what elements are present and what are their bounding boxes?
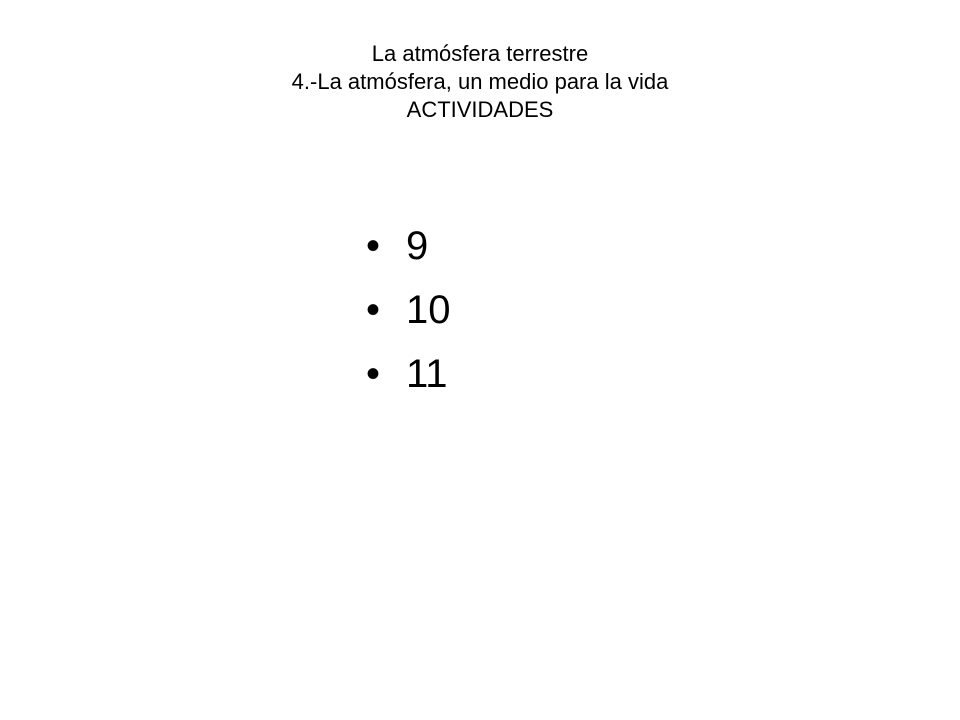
- list-item: [366, 342, 451, 406]
- slide-title: [0, 40, 960, 124]
- title-line-topic: La atmósfera terrestre: [371, 41, 589, 66]
- list-item-label: 10: [406, 288, 451, 332]
- list-item: [366, 214, 451, 278]
- title-line-section: 4.-La atmósfera, un medio para la vida: [291, 69, 669, 94]
- list-item: [366, 278, 451, 342]
- list-item-label: 11: [406, 352, 448, 396]
- activity-list: [366, 214, 451, 406]
- title-line-activities: ACTIVIDADES: [406, 97, 554, 122]
- list-item-label: 9: [406, 224, 429, 268]
- bullet-icon: •: [366, 352, 381, 396]
- bullet-icon: •: [366, 224, 381, 268]
- bullet-icon: •: [366, 288, 381, 332]
